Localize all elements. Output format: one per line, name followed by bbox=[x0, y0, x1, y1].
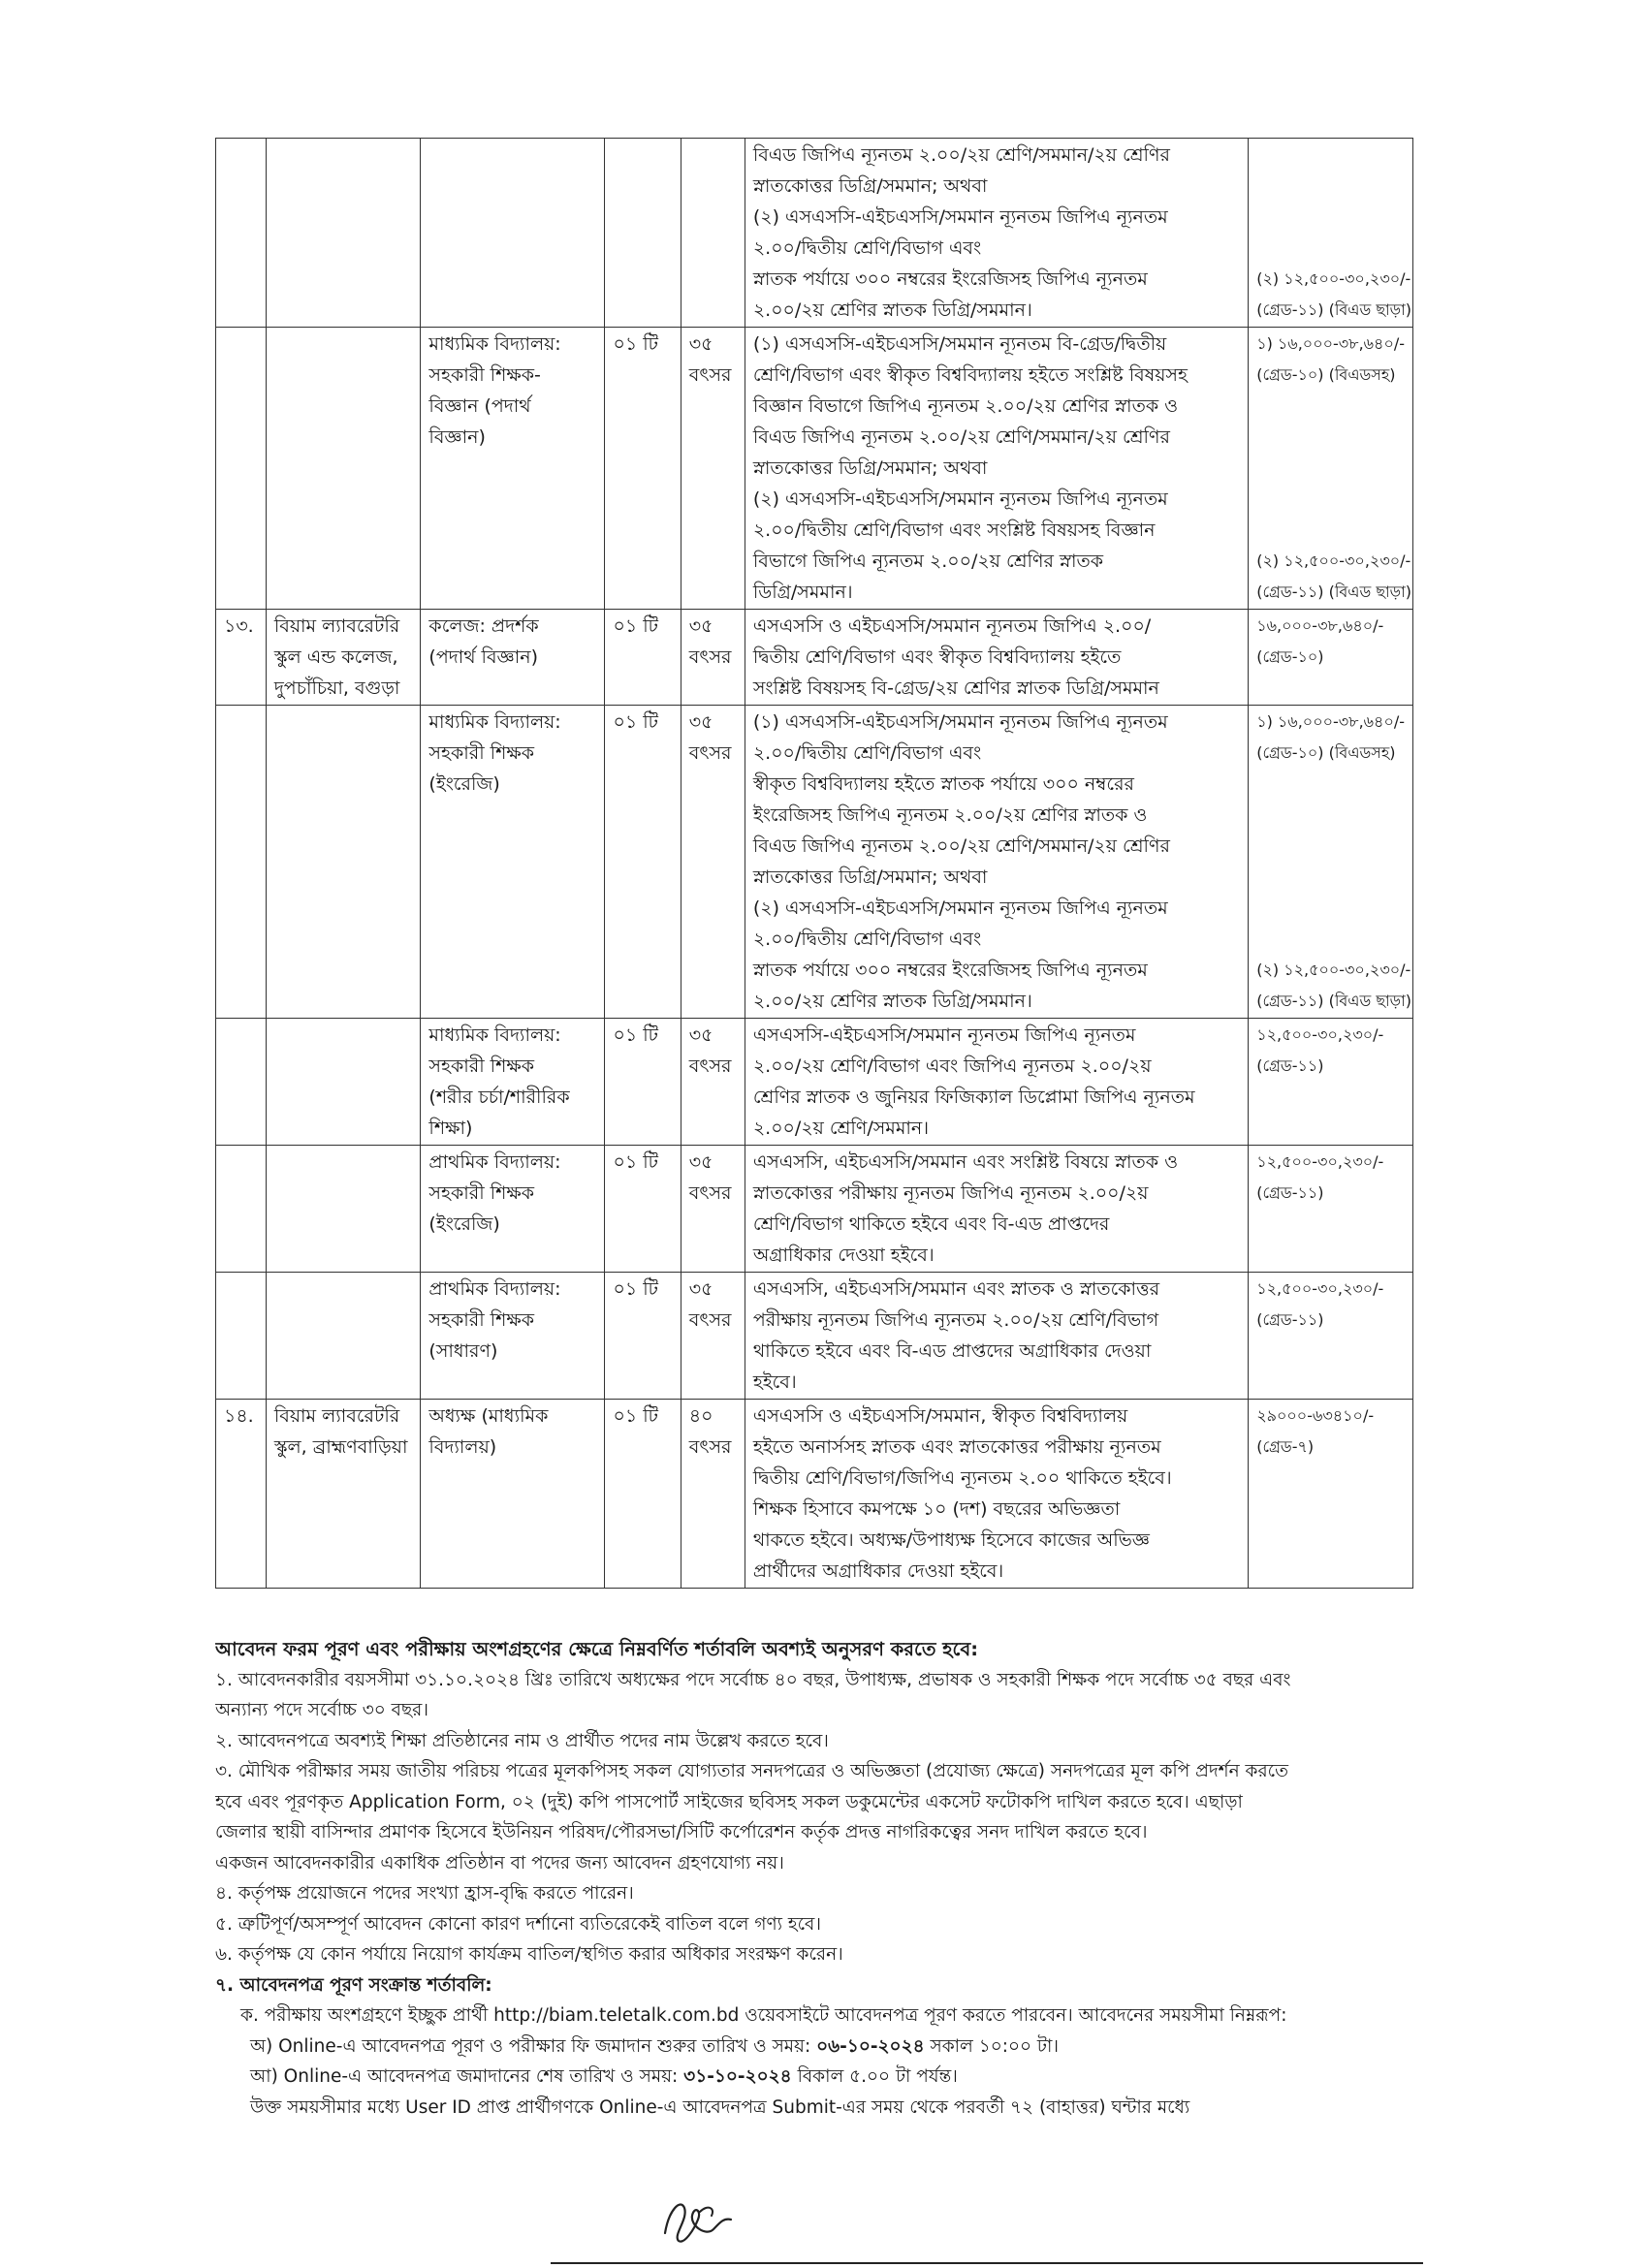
serial-cell bbox=[216, 1019, 267, 1146]
post-line: সহকারী শিক্ষক- bbox=[428, 364, 541, 386]
post-cell bbox=[421, 1400, 605, 1589]
qualification-line: (২) এসএসসি-এইচএসসি/সমমান ন্যূনতম জিপিএ ন্যূনতম bbox=[752, 206, 1168, 228]
post-line: মাধ্যমিক বিদ্যালয়: bbox=[428, 1024, 561, 1046]
institution-cell bbox=[266, 139, 421, 328]
post-cell bbox=[421, 706, 605, 1019]
age-limit-line: বৎসর bbox=[688, 1055, 732, 1077]
term-7-aa-text: আ) Online-এ আবেদনপত্র জমাদানের শেষ তারিখ ও সময়: bbox=[250, 2066, 684, 2087]
age-limit-line: ৩৫ bbox=[688, 1151, 713, 1173]
institution-cell bbox=[266, 1400, 421, 1589]
page-bottom-rule bbox=[551, 2262, 1423, 2264]
age-limit-line: ৩৫ bbox=[688, 1278, 713, 1300]
pay-spacer bbox=[1256, 484, 1405, 515]
age-limit-cell bbox=[681, 1146, 745, 1273]
age-limit-line: ৩৫ bbox=[688, 711, 713, 733]
qualification-line: থাকিতে হইবে এবং বি-এড প্রাপ্তদের অগ্রাধিকার দেওয়া bbox=[752, 1340, 1152, 1362]
qualification-line: বিএড জিপিএ ন্যূনতম ২.০০/২য় শ্রেণি/সমমান/২য় শ্রেণির bbox=[752, 426, 1170, 448]
qualification-line: স্নাতকোত্তর পরীক্ষায় ন্যূনতম জিপিএ ন্যূনতম ২.০০/২য় bbox=[752, 1182, 1149, 1204]
pay-spacer bbox=[1256, 893, 1405, 924]
qualification-line: (২) এসএসসি-এইচএসসি/সমমান ন্যূনতম জিপিএ ন্যূনতম bbox=[752, 898, 1168, 919]
pay-spacer bbox=[1256, 171, 1405, 202]
qualification-line: স্নাতকোত্তর ডিগ্রি/সমমান; অথবা bbox=[752, 457, 988, 479]
serial-cell: ১৩. bbox=[216, 610, 267, 706]
post-cell bbox=[421, 1019, 605, 1146]
post-line: সহকারী শিক্ষক bbox=[428, 742, 535, 764]
qualification-cell bbox=[745, 1019, 1248, 1146]
pay-spacer bbox=[1256, 1082, 1405, 1113]
post-line: (ইংরেজি) bbox=[428, 1213, 500, 1235]
pay-spacer bbox=[1256, 422, 1405, 453]
institution-cell bbox=[266, 1273, 421, 1400]
qualification-line: পরীক্ষায় ন্যূনতম জিপিএ ন্যূনতম ২.০০/২য় শ্রেণি/বিভাগ bbox=[752, 1309, 1159, 1331]
vacancy-count-cell: ০১ টি bbox=[605, 1019, 681, 1146]
term-7-heading: ৭. আবেদনপত্র পূরণ সংক্রান্ত শর্তাবলি: bbox=[215, 1974, 492, 1996]
age-limit-line: বৎসর bbox=[688, 742, 732, 764]
qualification-line: এসএসসি ও এইচএসসি/সমমান, স্বীকৃত বিশ্ববিদ্যালয় bbox=[752, 1405, 1128, 1427]
institution-cell bbox=[266, 1019, 421, 1146]
pay-scale-cell bbox=[1249, 1400, 1413, 1589]
pay-scale-line: ১৬,০০০-৩৮,৬৪০/- bbox=[1256, 616, 1384, 635]
qualification-line: শ্রেণি/বিভাগ এবং স্বীকৃত বিশ্ববিদ্যালয় হইতে সংশ্লিষ্ট বিষয়সহ bbox=[752, 364, 1188, 386]
pay-scale-line: (গ্রেড-১১) bbox=[1256, 1183, 1324, 1202]
age-limit-cell bbox=[681, 706, 745, 1019]
vacancy-count-cell: ০১ টি bbox=[605, 328, 681, 610]
vacancy-count-cell: ০১ টি bbox=[605, 1400, 681, 1589]
pay-spacer bbox=[1256, 1556, 1405, 1587]
pay-scale-line: ১২,৫০০-৩০,২৩০/- bbox=[1256, 1025, 1384, 1044]
term-7-note: উক্ত সময়সীমার মধ্যে User ID প্রাপ্ত প্রার্থীগণকে Online-এ আবেদনপত্র Submit-এর সময় থেকে পরবর্তী ৭২ (বাহাত্তর) ঘন্টার মধ্যে bbox=[250, 2096, 1190, 2118]
term-7-aa-time: বিকাল ৫.০০ টা পর্যন্ত। bbox=[791, 2066, 958, 2087]
term-7-ka: ক. পরীক্ষায় অংশগ্রহণে ইচ্ছুক প্রার্থী http://biam.teletalk.com.bd ওয়েবসাইটে আবেদনপত্র পূরণ করতে পারবেন। আবেদনের সময়সীমা নিম্নরূপ: bbox=[240, 2005, 1287, 2026]
age-limit-line: বৎসর bbox=[688, 1436, 732, 1458]
post-line: সহকারী শিক্ষক bbox=[428, 1309, 535, 1331]
pay-spacer bbox=[1256, 1463, 1405, 1494]
pay-scale-line: (গ্রেড-১০) (বিএডসহ) bbox=[1256, 365, 1396, 384]
qualification-line: (২) এসএসসি-এইচএসসি/সমমান ন্যূনতম জিপিএ ন্যূনতম bbox=[752, 488, 1168, 510]
institution-line: দুপচাঁচিয়া, বগুড়া bbox=[273, 677, 400, 699]
table-row bbox=[216, 1146, 1413, 1273]
pay-spacer bbox=[1256, 140, 1405, 171]
pay-spacer bbox=[1256, 1113, 1405, 1144]
institution-cell bbox=[266, 610, 421, 706]
pay-scale-line: (গ্রেড-১১) bbox=[1256, 1056, 1324, 1075]
age-limit-line: বৎসর bbox=[688, 1182, 732, 1204]
institution-cell bbox=[266, 1146, 421, 1273]
pay-spacer bbox=[1256, 515, 1405, 546]
qualification-line: বিএড জিপিএ ন্যূনতম ২.০০/২য় শ্রেণি/সমমান/২য় শ্রেণির bbox=[752, 144, 1170, 166]
age-limit-line: বৎসর bbox=[688, 1309, 732, 1331]
institution-line: বিয়াম ল্যাবরেটরি bbox=[273, 1405, 400, 1427]
pay-scale-cell bbox=[1249, 1273, 1413, 1400]
pay-scale-line: (গ্রেড-১১) bbox=[1256, 1310, 1324, 1329]
qualification-line: থাকতে হইবে। অধ্যক্ষ/উপাধ্যক্ষ হিসেবে কাজের অভিজ্ঞ bbox=[752, 1529, 1150, 1551]
qualification-line: অগ্রাধিকার দেওয়া হইবে। bbox=[752, 1244, 935, 1266]
term-1-line-1: ১. আবেদনকারীর বয়সসীমা ৩১.১০.২০২৪ খ্রিঃ তারিখে অধ্যক্ষের পদে সর্বোচ্চ ৪০ বছর, উপাধ্যক্ষ, প্রভাষক ও সহকারী শিক্ষক পদে সর্বোচ্চ ৩৫ বছর এবং bbox=[215, 1669, 1291, 1690]
age-limit-line: ৩৫ bbox=[688, 1024, 713, 1046]
pay-scale-line: (গ্রেড-১০) bbox=[1256, 647, 1324, 666]
pay-scale-line: (২) ১২,৫০০-৩০,২৩০/- bbox=[1256, 269, 1411, 288]
age-limit-line: ৩৫ bbox=[688, 333, 713, 355]
age-limit-cell bbox=[681, 1273, 745, 1400]
post-line: (শরীর চর্চা/শারীরিক bbox=[428, 1087, 570, 1108]
term-7-a-time: সকাল ১০:০০ টা। bbox=[924, 2035, 1059, 2057]
pay-scale-cell bbox=[1249, 610, 1413, 706]
qualification-cell bbox=[745, 328, 1248, 610]
term-7-aa bbox=[215, 2062, 1417, 2093]
post-line: বিজ্ঞান) bbox=[428, 426, 486, 448]
age-limit-cell bbox=[681, 328, 745, 610]
serial-cell bbox=[216, 1273, 267, 1400]
term-6: ৬. কর্তৃপক্ষ যে কোন পর্যায়ে নিয়োগ কার্যক্রম বাতিল/স্থগিত করার অধিকার সংরক্ষণ করেন। bbox=[215, 1944, 843, 1965]
qualification-line: ডিগ্রি/সমমান। bbox=[752, 582, 853, 603]
pay-scale-line: ১২,৫০০-৩০,২৩০/- bbox=[1256, 1279, 1384, 1298]
age-limit-cell bbox=[681, 610, 745, 706]
institution-cell bbox=[266, 706, 421, 1019]
post-line: প্রাথমিক বিদ্যালয়: bbox=[428, 1151, 561, 1173]
qualification-line: স্নাতক পর্যায়ে ৩০০ নম্বরের ইংরেজিসহ জিপিএ ন্যূনতম bbox=[752, 960, 1148, 981]
pay-spacer bbox=[1256, 673, 1405, 704]
post-line: প্রাথমিক বিদ্যালয়: bbox=[428, 1278, 561, 1300]
pay-scale-cell bbox=[1249, 1146, 1413, 1273]
qualification-line: (১) এসএসসি-এইচএসসি/সমমান ন্যূনতম জিপিএ ন্যূনতম bbox=[752, 711, 1168, 733]
signature-mark bbox=[655, 2190, 745, 2251]
term-5: ৫. ত্রুটিপূর্ণ/অসম্পূর্ণ আবেদন কোনো কারণ দর্শানো ব্যতিরেকেই বাতিল বলে গণ্য হবে। bbox=[215, 1913, 821, 1935]
post-line: বিজ্ঞান (পদার্থ bbox=[428, 395, 531, 417]
post-line: সহকারী শিক্ষক bbox=[428, 1055, 535, 1077]
age-limit-line: ৪০ bbox=[688, 1405, 713, 1427]
age-limit-cell bbox=[681, 139, 745, 328]
institution-line: স্কুল এন্ড কলেজ, bbox=[273, 646, 398, 668]
pay-scale-line: ১২,৫০০-৩০,২৩০/- bbox=[1256, 1152, 1384, 1171]
pay-spacer bbox=[1256, 202, 1405, 233]
vacancy-count-cell: ০১ টি bbox=[605, 610, 681, 706]
pay-spacer bbox=[1256, 1336, 1405, 1367]
pay-spacer bbox=[1256, 1240, 1405, 1271]
qualification-line: ২.০০/২য় শ্রেণির স্নাতক ডিগ্রি/সমমান। bbox=[752, 299, 1032, 321]
age-limit-cell bbox=[681, 1400, 745, 1589]
qualification-cell bbox=[745, 1273, 1248, 1400]
post-cell bbox=[421, 610, 605, 706]
pay-scale-line: ১) ১৬,০০০-৩৮,৬৪০/- bbox=[1256, 334, 1406, 353]
post-line: শিক্ষা) bbox=[428, 1118, 473, 1139]
post-line: (ইংরেজি) bbox=[428, 773, 500, 795]
qualification-line: হইবে। bbox=[752, 1371, 797, 1393]
vacancy-count-cell: ০১ টি bbox=[605, 1146, 681, 1273]
serial-cell bbox=[216, 706, 267, 1019]
pay-scale-line: (গ্রেড-৭) bbox=[1256, 1437, 1315, 1456]
job-table-body bbox=[216, 139, 1413, 1589]
term-4: ৪. কর্তৃপক্ষ প্রয়োজনে পদের সংখ্যা হ্রাস-বৃদ্ধি করতে পারেন। bbox=[215, 1883, 634, 1904]
pay-spacer bbox=[1256, 769, 1405, 800]
terms-section bbox=[215, 1634, 1417, 2123]
pay-spacer bbox=[1256, 800, 1405, 831]
pay-spacer bbox=[1256, 233, 1405, 264]
qualification-line: দ্বিতীয় শ্রেণি/বিভাগ এবং স্বীকৃত বিশ্ববিদ্যালয় হইতে bbox=[752, 646, 1122, 668]
qualification-line: শ্রেণি/বিভাগ থাকিতে হইবে এবং বি-এড প্রাপ্তদের bbox=[752, 1213, 1110, 1235]
qualification-line: (১) এসএসসি-এইচএসসি/সমমান ন্যূনতম বি-গ্রেড/দ্বিতীয় bbox=[752, 333, 1167, 355]
post-cell bbox=[421, 1146, 605, 1273]
table-row bbox=[216, 1400, 1413, 1589]
institution-line: স্কুল, ব্রাহ্মণবাড়িয়া bbox=[273, 1436, 408, 1458]
term-7-a bbox=[215, 2032, 1417, 2063]
age-limit-line: বৎসর bbox=[688, 364, 732, 386]
term-2: ২. আবেদনপত্রে অবশ্যই শিক্ষা প্রতিষ্ঠানের নাম ও প্রার্থীত পদের নাম উল্লেখ করতে হবে। bbox=[215, 1730, 829, 1751]
pay-spacer bbox=[1256, 1494, 1405, 1525]
post-line: (পদার্থ বিজ্ঞান) bbox=[428, 646, 539, 668]
table-row bbox=[216, 1019, 1413, 1146]
qualification-line: দ্বিতীয় শ্রেণি/বিভাগ/জিপিএ ন্যূনতম ২.০০ থাকিতে হইবে। bbox=[752, 1467, 1172, 1489]
end-date: ৩১-১০-২০২৪ bbox=[683, 2066, 792, 2087]
pay-spacer bbox=[1256, 924, 1405, 955]
age-limit-cell bbox=[681, 1019, 745, 1146]
post-line: সহকারী শিক্ষক bbox=[428, 1182, 535, 1204]
qualification-cell bbox=[745, 139, 1248, 328]
qualification-line: ২.০০/২য় শ্রেণি/বিভাগ এবং জিপিএ ন্যূনতম ২.০০/২য় bbox=[752, 1055, 1152, 1077]
term-3-line-4: একজন আবেদনকারীর একাধিক প্রতিষ্ঠান বা পদের জন্য আবেদন গ্রহণযোগ্য নয়। bbox=[215, 1852, 784, 1874]
job-table bbox=[215, 138, 1413, 1589]
term-3-line-3: জেলার স্থায়ী বাসিন্দার প্রমাণক হিসেবে ইউনিয়ন পরিষদ/পৌরসভা/সিটি কর্পোরেশন কর্তৃক প্রদত্ত নাগরিকত্বের সনদ দাখিল করতে হবে। bbox=[215, 1822, 1148, 1843]
qualification-line: এসএসসি-এইচএসসি/সমমান ন্যূনতম জিপিএ ন্যূনতম bbox=[752, 1024, 1136, 1046]
institution-line: বিয়াম ল্যাবরেটরি bbox=[273, 615, 400, 637]
pay-scale-line: (২) ১২,৫০০-৩০,২৩০/- bbox=[1256, 551, 1411, 570]
term-7-a-text: অ) Online-এ আবেদনপত্র পূরণ ও পরীক্ষার ফি জমাদান শুরুর তারিখ ও সময়: bbox=[250, 2035, 817, 2057]
serial-cell: ১৪. bbox=[216, 1400, 267, 1589]
qualification-line: স্নাতকোত্তর ডিগ্রি/সমমান; অথবা bbox=[752, 866, 988, 888]
pay-spacer bbox=[1256, 453, 1405, 484]
post-line: মাধ্যমিক বিদ্যালয়: bbox=[428, 711, 561, 733]
table-row bbox=[216, 139, 1413, 328]
post-line: অধ্যক্ষ (মাধ্যমিক bbox=[428, 1405, 549, 1427]
pay-scale-line: (গ্রেড-১১) (বিএড ছাড়া) bbox=[1256, 583, 1411, 601]
pay-spacer bbox=[1256, 1367, 1405, 1398]
start-date: ০৬-১০-২০২৪ bbox=[816, 2035, 925, 2057]
age-limit-line: ৩৫ bbox=[688, 615, 713, 637]
term-3-line-2: হবে এবং পূরণকৃত Application Form, ০২ (দুই) কপি পাসপোর্ট সাইজের ছবিসহ সকল ডকুমেন্টের একসেট ফটোকপি দাখিল করতে হবে। এছাড়া bbox=[215, 1791, 1243, 1812]
pay-scale-cell bbox=[1249, 328, 1413, 610]
qualification-cell bbox=[745, 610, 1248, 706]
qualification-line: ২.০০/দ্বিতীয় শ্রেণি/বিভাগ এবং bbox=[752, 742, 982, 764]
qualification-line: ইংরেজিসহ জিপিএ ন্যূনতম ২.০০/২য় শ্রেণির স্নাতক ও bbox=[752, 804, 1148, 826]
qualification-line: স্নাতক পর্যায়ে ৩০০ নম্বরের ইংরেজিসহ জিপিএ ন্যূনতম bbox=[752, 268, 1148, 290]
pay-scale-line: (গ্রেড-১০) (বিএডসহ) bbox=[1256, 743, 1396, 762]
pay-scale-cell bbox=[1249, 1019, 1413, 1146]
qualification-line: ২.০০/২য় শ্রেণির স্নাতক ডিগ্রি/সমমান। bbox=[752, 991, 1032, 1012]
qualification-line: বিভাগে জিপিএ ন্যূনতম ২.০০/২য় শ্রেণির স্নাতক bbox=[752, 551, 1104, 572]
qualification-line: এসএসসি ও এইচএসসি/সমমান ন্যূনতম জিপিএ ২.০০/ bbox=[752, 615, 1152, 637]
post-cell bbox=[421, 328, 605, 610]
pay-scale-line: ২৯০০০-৬৩৪১০/- bbox=[1256, 1406, 1375, 1425]
serial-cell bbox=[216, 328, 267, 610]
vacancy-count-cell bbox=[605, 139, 681, 328]
qualification-line: ২.০০/দ্বিতীয় শ্রেণি/বিভাগ এবং bbox=[752, 237, 982, 259]
table-row bbox=[216, 610, 1413, 706]
qualification-line: এসএসসি, এইচএসসি/সমমান এবং সংশ্লিষ্ট বিষয়ে স্নাতক ও bbox=[752, 1151, 1179, 1173]
qualification-line: ২.০০/দ্বিতীয় শ্রেণি/বিভাগ এবং সংশ্লিষ্ট বিষয়সহ বিজ্ঞান bbox=[752, 520, 1156, 541]
qualification-line: বিএড জিপিএ ন্যূনতম ২.০০/২য় শ্রেণি/সমমান/২য় শ্রেণির bbox=[752, 835, 1170, 857]
serial-cell bbox=[216, 139, 267, 328]
qualification-cell bbox=[745, 1400, 1248, 1589]
pay-spacer bbox=[1256, 391, 1405, 422]
pay-spacer bbox=[1256, 1209, 1405, 1240]
qualification-line: হইতে অনার্সসহ স্নাতক এবং স্নাতকোত্তর পরীক্ষায় ন্যূনতম bbox=[752, 1436, 1161, 1458]
age-limit-line: বৎসর bbox=[688, 646, 732, 668]
vacancy-count-cell: ০১ টি bbox=[605, 1273, 681, 1400]
pay-spacer bbox=[1256, 862, 1405, 893]
qualification-line: বিজ্ঞান বিভাগে জিপিএ ন্যূনতম ২.০০/২য় শ্রেণির স্নাতক ও bbox=[752, 395, 1179, 417]
qualification-line: শ্রেণির স্নাতক ও জুনিয়র ফিজিক্যাল ডিপ্লোমা জিপিএ ন্যূনতম bbox=[752, 1087, 1195, 1108]
qualification-line: প্রার্থীদের অগ্রাধিকার দেওয়া হইবে। bbox=[752, 1560, 1004, 1582]
pay-scale-line: ১) ১৬,০০০-৩৮,৬৪০/- bbox=[1256, 712, 1406, 731]
pay-scale-cell bbox=[1249, 139, 1413, 328]
table-row bbox=[216, 1273, 1413, 1400]
post-line: (সাধারণ) bbox=[428, 1340, 498, 1362]
terms-heading: আবেদন ফরম পূরণ এবং পরীক্ষায় অংশগ্রহণের ক্ষেত্রে নিম্নবর্ণিত শর্তাবলি অবশ্যই অনুসরণ করতে হবে: bbox=[215, 1638, 979, 1660]
qualification-cell bbox=[745, 1146, 1248, 1273]
qualification-line: এসএসসি, এইচএসসি/সমমান এবং স্নাতক ও স্নাতকোত্তর bbox=[752, 1278, 1160, 1300]
pay-scale-line: (গ্রেড-১১) (বিএড ছাড়া) bbox=[1256, 300, 1411, 319]
table-row bbox=[216, 706, 1413, 1019]
post-cell bbox=[421, 1273, 605, 1400]
qualification-line: স্বীকৃত বিশ্ববিদ্যালয় হইতে স্নাতক পর্যায়ে ৩০০ নম্বরের bbox=[752, 773, 1134, 795]
post-line: মাধ্যমিক বিদ্যালয়: bbox=[428, 333, 561, 355]
post-cell bbox=[421, 139, 605, 328]
table-row bbox=[216, 328, 1413, 610]
post-line: বিদ্যালয়) bbox=[428, 1436, 497, 1458]
institution-cell bbox=[266, 328, 421, 610]
qualification-line: শিক্ষক হিসাবে কমপক্ষে ১০ (দশ) বছরের অভিজ্ঞতা bbox=[752, 1498, 1121, 1520]
qualification-line: স্নাতকোত্তর ডিগ্রি/সমমান; অথবা bbox=[752, 175, 988, 197]
qualification-line: ২.০০/দ্বিতীয় শ্রেণি/বিভাগ এবং bbox=[752, 929, 982, 950]
vacancy-count-cell: ০১ টি bbox=[605, 706, 681, 1019]
term-1-line-2: অন্যান্য পদে সর্বোচ্চ ৩০ বছর। bbox=[215, 1700, 428, 1720]
pay-spacer bbox=[1256, 831, 1405, 862]
pay-spacer bbox=[1256, 1525, 1405, 1556]
qualification-cell bbox=[745, 706, 1248, 1019]
serial-cell bbox=[216, 1146, 267, 1273]
qualification-line: সংশ্লিষ্ট বিষয়সহ বি-গ্রেড/২য় শ্রেণির স্নাতক ডিগ্রি/সমমান bbox=[752, 677, 1159, 699]
pay-scale-line: (২) ১২,৫০০-৩০,২৩০/- bbox=[1256, 961, 1411, 979]
term-3-line-1: ৩. মৌখিক পরীক্ষার সময় জাতীয় পরিচয় পত্রের মূলকপিসহ সকল যোগ্যতার সনদপত্রের ও অভিজ্ঞতা (প্রযোজ্য ক্ষেত্রে) সনদপত্রের মূল কপি প্রদর্শন করতে bbox=[215, 1761, 1288, 1781]
pay-scale-line: (গ্রেড-১১) (বিএড ছাড়া) bbox=[1256, 992, 1411, 1010]
qualification-line: ২.০০/২য় শ্রেণি/সমমান। bbox=[752, 1118, 930, 1139]
post-line: কলেজ: প্রদর্শক bbox=[428, 615, 539, 637]
pay-scale-cell bbox=[1249, 706, 1413, 1019]
